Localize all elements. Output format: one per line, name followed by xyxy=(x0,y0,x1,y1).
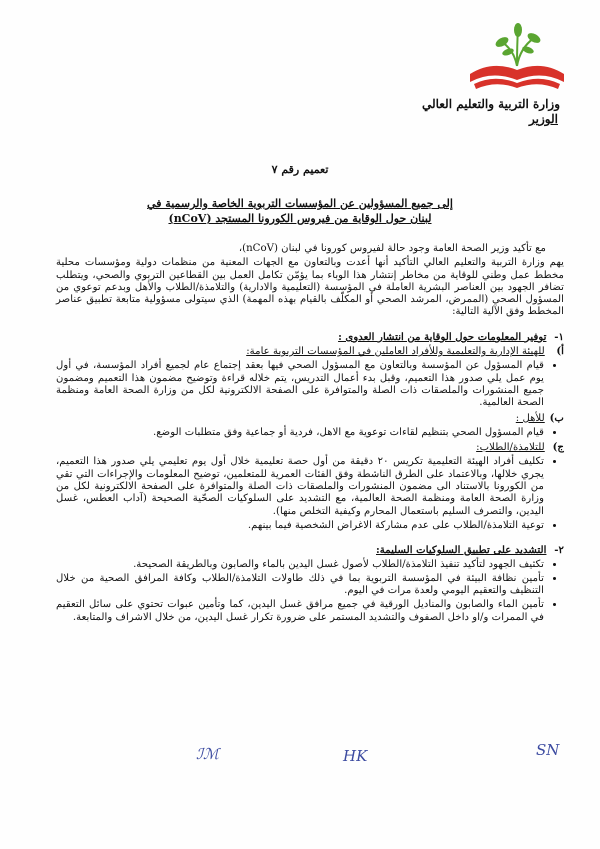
section-2-heading xyxy=(56,544,564,556)
initials-3: SN xyxy=(536,741,560,759)
subject-line-2: لبنان حول الوقاية من فيروس الكورونا المستجد (nCoV) xyxy=(168,212,432,225)
initials-2: HK xyxy=(343,747,368,765)
intro-paragraph-1: مع تأكيد وزير الصحة العامة وجود حالة لفيروس كورونا في لبنان (nCoV)، xyxy=(238,243,546,254)
subsection-c-heading xyxy=(56,441,564,454)
section-2-title: التشديد على تطبيق السلوكيات السليمة: xyxy=(376,544,547,557)
subsection-b-title: للأهل : xyxy=(515,412,545,424)
subsection-b-list xyxy=(56,427,564,439)
list-item: • توعية التلامذة/الطلاب على عدم مشاركة الاغراض الشخصية فيما بينهم. xyxy=(56,520,544,532)
document-body xyxy=(56,243,564,626)
list-item: • تكثيف الجهود لتأكيد تنفيذ التلامذة/الطلاب لأصول غسل اليدين بالماء والصابون وبالطريقة الصحيحة. xyxy=(56,559,544,571)
section-1-number: ١- xyxy=(554,330,564,343)
list-item: • تأمين الماء والصابون والمناديل الورقية في جميع مرافق غسل اليدين، كما وتأمين عبوات تحتوي على سائل التعقيم في الممرات و/او داخل الصفوف والتشديد المستمر على ضرورة تكرار غسل اليدين، من خلال الاشراف والمتابعة. xyxy=(56,599,544,624)
subsection-b-heading xyxy=(56,412,564,425)
section-2-number: ٢- xyxy=(554,544,564,557)
section-1-title: توفير المعلومات حول الوقاية من انتشار العدوى : xyxy=(338,330,547,343)
section-2-list xyxy=(56,559,564,624)
subject-line-1: إلى جميع المسؤولين عن المؤسسات التربوية الخاصة والرسمية في xyxy=(147,197,453,210)
subsection-c-list xyxy=(56,456,564,532)
subsection-a-title: للهيئة الإدارية والتعليمية وللأفراد العاملين في المؤسسات التربوية عامة: xyxy=(246,346,545,358)
list-item: • قيام المسؤول عن المؤسسة وبالتعاون مع المسؤول الصحي فيها بعقد إجتماع عام لجميع أفراد المؤسسة، في أول يوم عمل يلي صدور هذا التعميم، وقبل بدء أعمال التدريس، يتم خلاله قراءة وتوضيح مضمون هذا التعميم ومضمون جميع المنشورات والملصقات ذات الصلة والمتوافرة على الصفحة الالكترونية لكل من وزارة الصحة العامة ومنظمة الصحة العالمية. xyxy=(56,360,544,409)
intro-paragraph-2: يهم وزارة التربية والتعليم العالي التأكيد أنها أعدت وبالتعاون مع الجهات المعنية من منظمات دولية ومؤسسات محلية مخطط عمل وطني للوقاية من مخاطر إنتشار هذا الوباء بما يؤمّن تكامل العمل بين القطاعين التربوي والصحي، ويتطلب تضافر الجهود بين العناصر البشرية العاملة في المؤسسة (التعليمية والادارية) والتلامذة/الطلاب والأهل وبدعم توعوي من المسؤول الصحي (الممرض، المرشد الصحي أو المكلّف بالقيام بهذه المهمة) الذي سيتولى مسؤولية متابعة تطبيق عناصر المخطط وفق الآلية التالية: xyxy=(56,257,564,318)
subsection-a-heading xyxy=(56,345,564,358)
subsection-c-title: للتلامذة/الطلاب: xyxy=(476,442,545,454)
list-item: • قيام المسؤول الصحي بتنظيم لقاءات توعوية مع الاهل، فردية أو جماعية وفق متطلبات الوضع. xyxy=(56,427,544,439)
subsection-a-list xyxy=(56,360,564,409)
list-item: • تأمين نظافة البيئة في المؤسسة التربوية بما في ذلك طاولات التلامذة/الطلاب وكافة المرافق الصحية من خلال التنظيف والتعقيم اليومي ولعدة مرات في اليوم. xyxy=(56,573,544,598)
list-item: • تكليف أفراد الهيئة التعليمية تكريس ٢٠ دقيقة من أول حصة تعليمية خلال أول يوم تعليمي يلي صدور هذا التعميم، يجري خلالها، وبالاعتماد على الطرق الناشطة وفق الفئات العمرية للمتعلمين، توضيح المعلومات والإجراءات التي تقي من الكورونا بالاستناد الى مضمون المنشورات والملصقات ذات الصلة والمتوافرة على الصفحة الالكترونية لكل من وزارة الصحة العامة ومنظمة الصحة العالمية، مع التشديد على السلوكيات الصحّية الصحيحة (آداب العطس، غسل اليدين، والتصرف السليم باستعمال المحارم وكيفية التخلص منها). xyxy=(56,456,544,517)
initials-row xyxy=(0,737,600,767)
subject-heading xyxy=(60,196,540,226)
subsection-a-letter: أ) xyxy=(556,345,564,358)
letterhead xyxy=(422,97,560,127)
ministry-name: وزارة التربية والتعليم العالي xyxy=(421,97,560,111)
ministry-logo xyxy=(462,20,572,98)
subsection-b-letter: ب) xyxy=(549,411,564,424)
minister-label: الوزير xyxy=(529,112,558,126)
initials-1: ℐℳ xyxy=(196,745,220,763)
subsection-c-letter: ج) xyxy=(552,441,564,454)
circular-number: تعميم رقم ٧ xyxy=(271,163,329,176)
section-1-heading xyxy=(56,331,564,343)
